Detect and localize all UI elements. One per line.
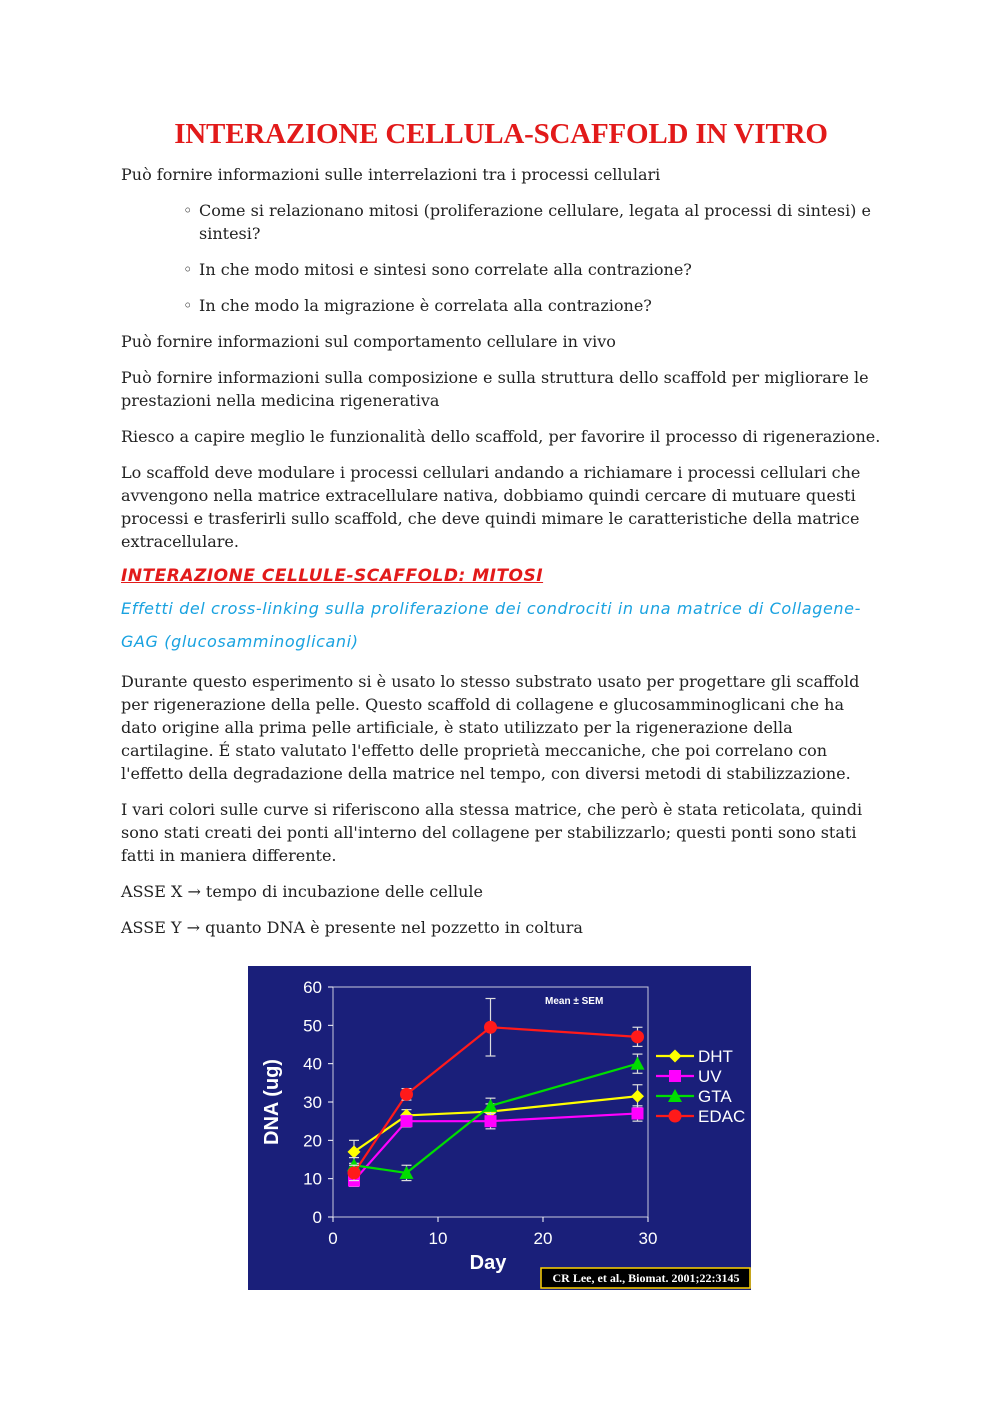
y-tick-label: 40 [303,1054,322,1074]
axis-x-note: ASSE X → tempo di incubazione delle cellule [121,882,483,901]
legend-marker [669,1070,681,1082]
chart-svg [248,966,751,1290]
paragraph: Durante questo esperimento si è usato lo stesso substrato usato per progettare gli scaffold per rigenerazione della pelle. Questo scaffold di collagene e glucosamminoglicani che ha dato origine alla prima pelle artificiale, è stato utilizzato per la rigenerazione della cartilagine. É stato valutato l'effetto delle proprietà meccaniche, che poi correlano con l'effetto della degradazione della matrice nel tempo, con diversi metodi di stabilizzazione. [121,672,860,783]
data-point [485,1115,497,1127]
y-tick-label: 30 [303,1093,322,1112]
intro-paragraph: Può fornire informazioni sulle interrelazioni tra i processi cellulari [121,165,661,184]
list-item: ◦ In che modo la migrazione è correlata alla contrazione? [183,294,881,317]
x-tick-label: 10 [428,1229,448,1248]
y-tick-label: 0 [312,1208,322,1227]
data-point [632,1108,644,1120]
y-tick-label: 60 [303,978,322,997]
x-tick-label: 30 [638,1229,658,1248]
y-tick-label: 50 [303,1016,322,1036]
document-page [121,118,881,952]
paragraph: Riesco a capire meglio le funzionalità dello scaffold, per favorire il processo di rigenerazione. [121,427,881,446]
data-point [400,1088,413,1101]
legend-label: DHT [698,1047,733,1066]
paragraph: Può fornire informazioni sulla composizione e sulla struttura dello scaffold per migliorare le prestazioni nella medicina rigenerativa [121,368,869,410]
section-subheading: Effetti del cross-linking sulla proliferazione dei condrociti in una matrice di Collagene-GAG (glucosamminoglicani) [121,599,861,651]
axis-y-note: ASSE Y → quanto DNA è presente nel pozzetto in coltura [121,918,583,937]
legend-marker [669,1110,682,1123]
legend-label: UV [698,1067,722,1086]
chart-annotation: Mean ± SEM [545,996,604,1007]
citation-text: CR Lee, et al., Biomat. 2001;22:3145 [552,1271,740,1285]
list-item: ◦ In che modo mitosi e sintesi sono correlate alla contrazione? [183,258,881,281]
question-list [121,199,881,317]
paragraph: Lo scaffold deve modulare i processi cellulari andando a richiamare i processi cellulari che avvengono nella matrice extracellulare nativa, dobbiamo quindi cercare di mutuare questi processi e trasferirli sullo scaffold, che deve quindi mimare le caratteristiche della matrice extracellulare. [121,463,861,551]
y-axis-label: DNA (ug) [261,1059,283,1145]
paragraph: I vari colori sulle curve si riferiscono alla stessa matrice, che però è stata reticolata, quindi sono stati creati dei ponti all'interno del collagene per stabilizzarlo; questi ponti sono stati fatti in maniera differente. [121,800,863,865]
x-tick-label: 20 [533,1229,553,1248]
data-point [484,1021,497,1034]
legend-label: EDAC [698,1107,746,1126]
y-tick-label: 20 [303,1131,322,1151]
data-point [631,1030,644,1043]
y-tick-label: 10 [303,1169,322,1189]
page-title: INTERAZIONE CELLULA-SCAFFOLD IN VITRO [174,118,828,150]
legend-label: GTA [698,1087,732,1106]
paragraph: Può fornire informazioni sul comportamento cellulare in vivo [121,332,616,351]
data-point [401,1115,413,1127]
data-point [348,1166,361,1179]
section-heading: INTERAZIONE CELLULE-SCAFFOLD: MITOSI [121,566,544,586]
dna-chart [248,966,751,1290]
x-axis-label: Day [469,1252,507,1274]
list-item: ◦ Come si relazionano mitosi (proliferazione cellulare, legata al processi di sintesi) e sintesi? [183,199,881,245]
chart-background [248,966,751,1290]
x-tick-label: 0 [328,1229,338,1248]
